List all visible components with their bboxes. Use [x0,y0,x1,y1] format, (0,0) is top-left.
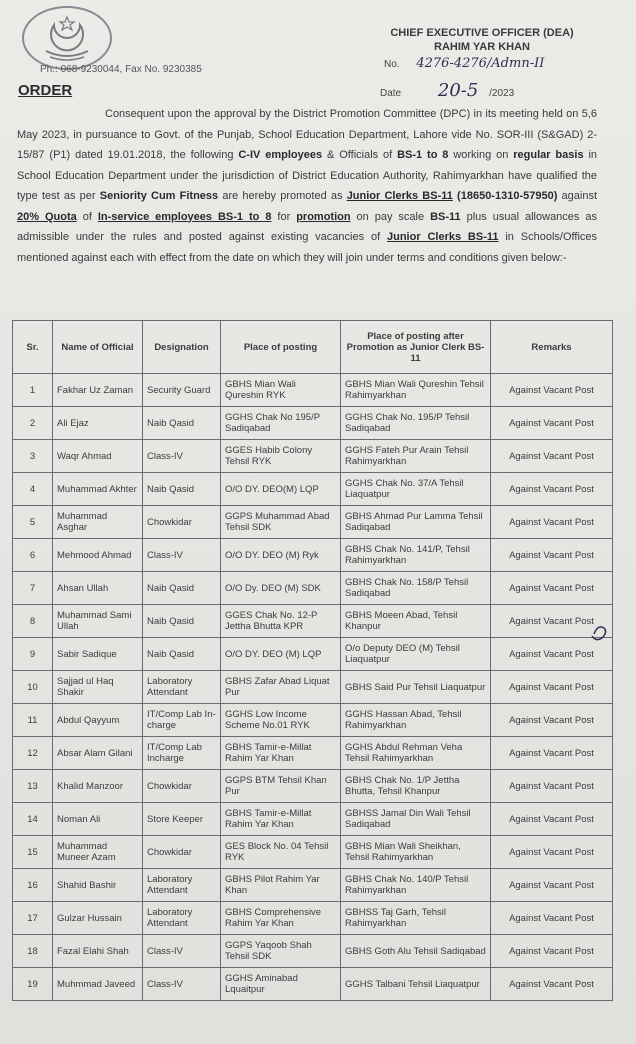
table-row [13,440,613,473]
cell-designation: Laboratory Attendant [143,902,221,935]
cell-designation: Chowkidar [143,506,221,539]
table-row [13,770,613,803]
table-row [13,737,613,770]
table-row [13,572,613,605]
cell-designation: Chowkidar [143,770,221,803]
cell-remarks: Against Vacant Post [491,836,613,869]
paragraph-text: for [271,210,297,223]
cell-designation: Store Keeper [143,803,221,836]
cell-sr: 4 [13,473,53,506]
cell-name: Ahsan Ullah [53,572,143,605]
cell-name: Absar Alam Gilani [53,737,143,770]
cell-designation: Naib Qasid [143,407,221,440]
cell-sr: 14 [13,803,53,836]
cell-place: GGHS Low Income Scheme No.01 RYK [221,704,341,737]
cell-remarks: Against Vacant Post [491,572,613,605]
cell-name: Mehmood Ahmad [53,539,143,572]
column-header: Designation [143,321,221,374]
cell-remarks: Against Vacant Post [491,803,613,836]
cell-designation: Naib Qasid [143,605,221,638]
cell-new-place: O/o Deputy DEO (M) Tehsil Liaquatpur [341,638,491,671]
paragraph-text: against [561,190,598,202]
reference-label: No. [384,59,400,70]
cell-sr: 18 [13,935,53,968]
cell-new-place: GGHS Fateh Pur Arain Tehsil Rahimyarkhan [341,440,491,473]
date-year: /2023 [489,88,515,99]
table-row [13,473,613,506]
paragraph-text: Consequent upon the approval by the District Promotion Committee (DPC) in its meeting held on 5,6 May 2023, in pursuance to Govt. of the Punjab, School Education Department, Lahore vide No. SOR-III (S&GAD) 2-15/87 (P1) dated 19.01.2018, the following [17,108,597,161]
cell-remarks: Against Vacant Post [491,407,613,440]
cell-sr: 6 [13,539,53,572]
cell-designation: Naib Qasid [143,473,221,506]
column-header: Place of posting [221,321,341,374]
paragraph-text: are hereby promoted as [218,190,347,202]
cell-new-place: GGHS Chak No. 37/A Tehsil Liaquatpur [341,473,491,506]
office-title-line1: CHIEF EXECUTIVE OFFICER (DEA) [390,27,574,39]
cell-name: Fakhar Uz Zaman [53,374,143,407]
cell-remarks: Against Vacant Post [491,704,613,737]
table-row [13,869,613,902]
cell-sr: 19 [13,968,53,1001]
column-header: Name of Official [53,321,143,374]
cell-designation: Class-IV [143,935,221,968]
cell-remarks: Against Vacant Post [491,440,613,473]
paragraph-text: on pay scale [350,210,431,223]
cell-sr: 11 [13,704,53,737]
cell-sr: 7 [13,572,53,605]
paragraph-bold-text: BS-1 to 8 [397,149,449,161]
cell-place: GGPS BTM Tehsil Khan Pur [221,770,341,803]
government-emblem-logo [22,6,112,70]
table-row [13,935,613,968]
date-label: Date [380,88,402,99]
cell-name: Shahid Bashir [53,869,143,902]
cell-designation: Naib Qasid [143,572,221,605]
cell-remarks: Against Vacant Post [491,935,613,968]
paragraph-text: & Officials of [322,149,398,161]
table-row [13,638,613,671]
cell-name: Sabir Sadique [53,638,143,671]
cell-sr: 5 [13,506,53,539]
paragraph-bold-text: regular basis [513,149,584,161]
cell-remarks: Against Vacant Post [491,638,613,671]
paragraph-text: plus usual allowances as admissible under the rules and posted against existing vacancies of [17,210,597,243]
cell-sr: 10 [13,671,53,704]
cell-new-place: GBHSS Taj Garh, Tehsil Rahimyarkhan [341,902,491,935]
order-title: ORDER [18,82,73,99]
cell-new-place: GGHS Talbani Tehsil Liaquatpur [341,968,491,1001]
cell-remarks: Against Vacant Post [491,671,613,704]
cell-designation: Class-IV [143,539,221,572]
cell-remarks: Against Vacant Post [491,506,613,539]
order-date [380,80,514,101]
cell-remarks: Against Vacant Post [491,968,613,1001]
cell-new-place: GBHS Chak No. 140/P Tehsil Rahimyarkhan [341,869,491,902]
cell-place: GBHS Mian Wali Qureshin RYK [221,374,341,407]
cell-sr: 13 [13,770,53,803]
cell-designation: Security Guard [143,374,221,407]
office-heading [382,26,582,54]
cell-name: Muhammad Asghar [53,506,143,539]
paragraph-bold-text: In-service employees BS-1 to 8 [97,210,272,223]
cell-place: GGPS Yaqoob Shah Tehsil SDK [221,935,341,968]
table-row [13,605,613,638]
table-row [13,407,613,440]
cell-new-place: GBHS Mian Wali Sheikhan, Tehsil Rahimyarkhan [341,836,491,869]
table-row [13,539,613,572]
column-header: Sr. [13,321,53,374]
cell-sr: 16 [13,869,53,902]
cell-place: GBHS Comprehensive Rahim Yar Khan [221,902,341,935]
cell-sr: 15 [13,836,53,869]
cell-designation: IT/Comp Lab Incharge [143,737,221,770]
cell-remarks: Against Vacant Post [491,770,613,803]
cell-name: Abdul Qayyum [53,704,143,737]
cell-name: Khalid Manzoor [53,770,143,803]
cell-place: GBHS Tamir-e-Millat Rahim Yar Khan [221,737,341,770]
cell-remarks: Against Vacant Post [491,869,613,902]
cell-remarks: Against Vacant Post [491,374,613,407]
paragraph-text: of [76,210,98,223]
cell-designation: Naib Qasid [143,638,221,671]
reference-number [384,56,544,71]
cell-name: Sajjad ul Haq Shakir [53,671,143,704]
phone-fax: Ph.: 068-9230044, Fax No. 9230385 [40,64,202,75]
cell-new-place: GBHS Goth Alu Tehsil Sadiqabad [341,935,491,968]
cell-sr: 8 [13,605,53,638]
cell-new-place: GBHSS Jamal Din Wali Tehsil Sadiqabad [341,803,491,836]
table-row [13,836,613,869]
cell-place: GBHS Pilot Rahim Yar Khan [221,869,341,902]
cell-sr: 1 [13,374,53,407]
column-header: Remarks [491,321,613,374]
table-row [13,671,613,704]
paragraph-bold-text: Junior Clerks BS-11 [386,231,499,243]
table-row [13,704,613,737]
cell-place: GBHS Tamir-e-Millat Rahim Yar Khan [221,803,341,836]
cell-sr: 17 [13,902,53,935]
paragraph-bold-text: 20% Quota [17,210,77,223]
cell-place: GGES Habib Colony Tehsil RYK [221,440,341,473]
cell-place: GGES Chak No. 12-P Jettha Bhutta KPR [221,605,341,638]
table-row [13,803,613,836]
table-row [13,968,613,1001]
cell-new-place: GBHS Ahmad Pur Lamma Tehsil Sadiqabad [341,506,491,539]
cell-new-place: GGHS Hassan Abad, Tehsil Rahimyarkhan [341,704,491,737]
cell-name: Noman Ali [53,803,143,836]
cell-remarks: Against Vacant Post [491,737,613,770]
paragraph-text: in School Education Department under the jurisdiction of District Education Authority, Rahimyarkhan have qualified the type test as per [17,149,598,202]
table-row [13,506,613,539]
table-header-row [13,321,613,374]
table-row [13,902,613,935]
cell-remarks: Against Vacant Post [491,902,613,935]
cell-new-place: GBHS Mian Wali Qureshin Tehsil Rahimyarkhan [341,374,491,407]
cell-name: Fazal Elahi Shah [53,935,143,968]
paragraph-bold-text: promotion [296,210,351,223]
cell-place: O/O DY. DEO (M) Ryk [221,539,341,572]
cell-sr: 2 [13,407,53,440]
paragraph-bold-text: BS-11 [430,210,461,223]
cell-place: O/O DY. DEO (M) LQP [221,638,341,671]
cell-sr: 9 [13,638,53,671]
column-header: Place of posting after Promotion as Junior Clerk BS-11 [341,321,491,374]
table-body [13,374,613,1001]
cell-designation: IT/Comp Lab In-charge [143,704,221,737]
cell-name: Ali Ejaz [53,407,143,440]
paragraph-text: in Schools/Offices mentioned against each with effect from the date on which they will join under terms and conditions given below:- [17,231,598,264]
cell-designation: Laboratory Attendant [143,869,221,902]
paragraph-bold-text: Seniority Cum Fitness [99,190,219,202]
cell-place: GES Block No. 04 Tehsil RYK [221,836,341,869]
cell-new-place: GBHS Moeen Abad, Tehsil Khanpur [341,605,491,638]
cell-remarks: Against Vacant Post [491,473,613,506]
paragraph-bold-text: Junior Clerks BS-11 [346,190,453,202]
cell-designation: Class-IV [143,440,221,473]
cell-place: GBHS Zafar Abad Liquat Pur [221,671,341,704]
cell-new-place: GBHS Chak No. 141/P, Tehsil Rahimyarkhan [341,539,491,572]
cell-name: Muhmmad Javeed [53,968,143,1001]
reference-value: 4276-4276/Admn-II [416,56,545,71]
cell-place: O/O DY. DEO(M) LQP [221,473,341,506]
cell-sr: 3 [13,440,53,473]
cell-remarks: Against Vacant Post [491,605,613,638]
cell-designation: Class-IV [143,968,221,1001]
cell-place: GGPS Muhammad Abad Tehsil SDK [221,506,341,539]
date-value: 20-5 [437,80,479,101]
cell-designation: Chowkidar [143,836,221,869]
cell-place: GGHS Chak No 195/P Sadiqabad [221,407,341,440]
table-row [13,374,613,407]
cell-name: Gulzar Hussain [53,902,143,935]
handwritten-tick-mark [584,620,614,648]
cell-new-place: GGHS Abdul Rehman Veha Tehsil Rahimyarkhan [341,737,491,770]
cell-sr: 12 [13,737,53,770]
cell-place: GGHS Aminabad Lquaitpur [221,968,341,1001]
order-paragraph [17,104,597,268]
cell-remarks: Against Vacant Post [491,539,613,572]
paragraph-text: working on [448,149,514,161]
cell-new-place: GBHS Chak No. 158/P Tehsil Sadiqabad [341,572,491,605]
promotion-table [12,320,613,1001]
cell-new-place: GGHS Chak No. 195/P Tehsil Sadiqabad [341,407,491,440]
paragraph-bold-text: C-IV employees [238,149,323,161]
cell-place: O/O Dy. DEO (M) SDK [221,572,341,605]
cell-name: Muhammad Akhter [53,473,143,506]
cell-name: Waqr Ahmad [53,440,143,473]
crescent-star-icon [32,13,102,63]
cell-new-place: GBHS Said Pur Tehsil Liaquatpur [341,671,491,704]
cell-new-place: GBHS Chak No. 1/P Jettha Bhutta, Tehsil Khanpur [341,770,491,803]
cell-name: Muhammad Muneer Azam [53,836,143,869]
cell-designation: Laboratory Attendant [143,671,221,704]
office-title-line2: RAHIM YAR KHAN [434,41,530,53]
paragraph-bold-text: (18650-1310-57950) [452,190,562,202]
cell-name: Muhammad Sami Ullah [53,605,143,638]
